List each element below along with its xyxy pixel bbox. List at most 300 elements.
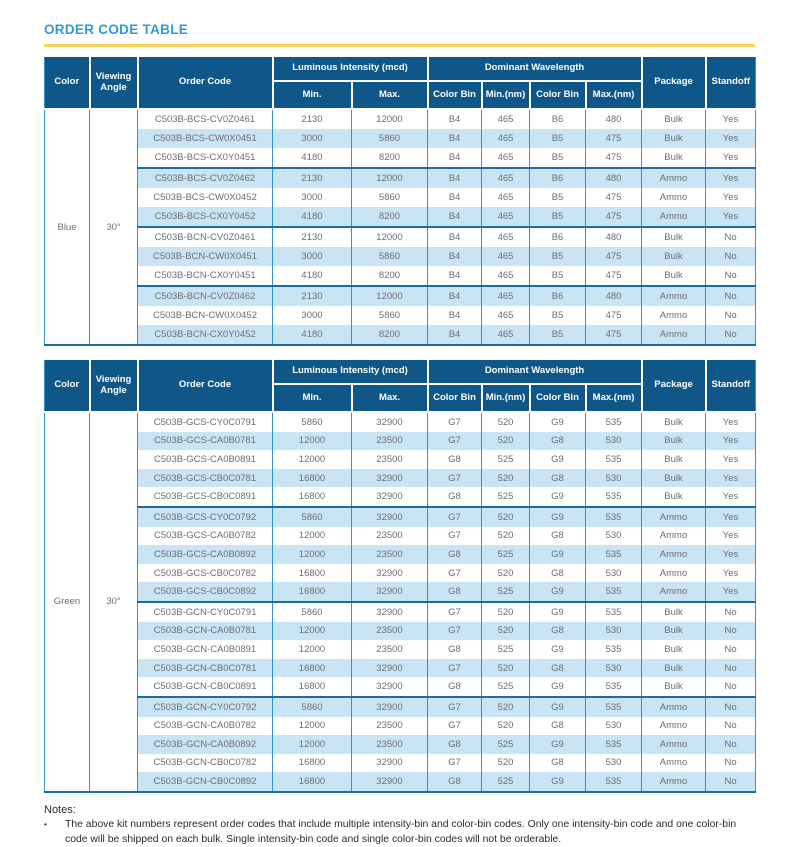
lumin-min-cell: 5860 [273, 507, 352, 527]
max-nm-cell: 530 [586, 659, 642, 678]
order-code-cell: C503B-BCN-CW0X0451 [138, 247, 273, 266]
table-row [45, 188, 756, 207]
min-nm-cell: 525 [482, 772, 530, 792]
standoff-cell: Yes [706, 582, 756, 602]
max-nm-cell: 475 [586, 129, 642, 148]
order-code-cell: C503B-GCN-CA0B0892 [138, 735, 273, 754]
standoff-cell: No [706, 266, 756, 286]
table-row [45, 659, 756, 678]
order-code-cell: C503B-BCS-CW0X0452 [138, 188, 273, 207]
color-bin-min-cell: B4 [428, 109, 482, 129]
max-nm-cell: 480 [586, 286, 642, 306]
lumin-min-cell: 4180 [273, 148, 352, 168]
table-row [45, 564, 756, 583]
color-bin-max-cell: B5 [530, 148, 586, 168]
table-row [45, 754, 756, 773]
lumin-min-cell: 4180 [273, 266, 352, 286]
color-group-cell: Green [45, 412, 90, 792]
min-nm-cell: 520 [482, 469, 530, 488]
lumin-min-cell: 3000 [273, 129, 352, 148]
col-header-color-bin-min: Color Bin [428, 81, 482, 109]
col-header-max: Max. [352, 384, 428, 412]
col-header-min: Min. [273, 81, 352, 109]
color-bin-max-cell: G8 [530, 469, 586, 488]
color-bin-max-cell: G9 [530, 545, 586, 564]
standoff-cell: Yes [706, 188, 756, 207]
lumin-min-cell: 12000 [273, 735, 352, 754]
max-nm-cell: 475 [586, 306, 642, 325]
order-code-cell: C503B-GCN-CY0C0791 [138, 602, 273, 622]
standoff-cell: No [706, 640, 756, 659]
standoff-cell: No [706, 247, 756, 266]
standoff-cell: Yes [706, 564, 756, 583]
lumin-max-cell: 12000 [352, 168, 428, 188]
lumin-max-cell: 32900 [352, 754, 428, 773]
standoff-cell: Yes [706, 109, 756, 129]
color-bin-max-cell: B5 [530, 325, 586, 345]
lumin-min-cell: 5860 [273, 602, 352, 622]
max-nm-cell: 535 [586, 640, 642, 659]
standoff-cell: No [706, 602, 756, 622]
color-bin-max-cell: G8 [530, 754, 586, 773]
color-bin-max-cell: B5 [530, 129, 586, 148]
color-bin-max-cell: G9 [530, 412, 586, 432]
lumin-max-cell: 32900 [352, 772, 428, 792]
max-nm-cell: 535 [586, 677, 642, 697]
lumin-max-cell: 32900 [352, 602, 428, 622]
col-header-color-bin-min: Color Bin [428, 384, 482, 412]
order-code-cell: C503B-GCS-CA0B0782 [138, 527, 273, 546]
table-row [45, 286, 756, 306]
max-nm-cell: 530 [586, 564, 642, 583]
table-row [45, 507, 756, 527]
color-bin-max-cell: G9 [530, 735, 586, 754]
standoff-cell: No [706, 754, 756, 773]
standoff-cell: No [706, 325, 756, 345]
lumin-max-cell: 5860 [352, 306, 428, 325]
lumin-min-cell: 2130 [273, 227, 352, 247]
standoff-cell: No [706, 227, 756, 247]
lumin-max-cell: 12000 [352, 109, 428, 129]
table-row [45, 168, 756, 188]
col-header-viewing-angle: Viewing Angle [90, 360, 138, 412]
color-bin-max-cell: G8 [530, 717, 586, 736]
package-cell: Ammo [642, 168, 706, 188]
col-header-luminous-intensity: Luminous Intensity (mcd) [273, 57, 428, 81]
order-code-cell: C503B-BCN-CX0Y0451 [138, 266, 273, 286]
standoff-cell: Yes [706, 545, 756, 564]
lumin-max-cell: 23500 [352, 717, 428, 736]
color-bin-max-cell: G9 [530, 772, 586, 792]
color-bin-min-cell: B4 [428, 286, 482, 306]
color-bin-min-cell: G8 [428, 487, 482, 507]
color-bin-min-cell: G7 [428, 602, 482, 622]
min-nm-cell: 525 [482, 735, 530, 754]
order-code-cell: C503B-BCS-CX0Y0451 [138, 148, 273, 168]
table-row [45, 487, 756, 507]
min-nm-cell: 465 [482, 207, 530, 227]
col-header-color-bin-max: Color Bin [530, 384, 586, 412]
lumin-min-cell: 12000 [273, 622, 352, 641]
package-cell: Ammo [642, 325, 706, 345]
min-nm-cell: 520 [482, 564, 530, 583]
table-row [45, 412, 756, 432]
color-bin-max-cell: B6 [530, 286, 586, 306]
package-cell: Bulk [642, 109, 706, 129]
max-nm-cell: 535 [586, 450, 642, 469]
min-nm-cell: 520 [482, 659, 530, 678]
col-header-color: Color [45, 57, 90, 109]
package-cell: Bulk [642, 412, 706, 432]
standoff-cell: No [706, 677, 756, 697]
order-code-cell: C503B-GCN-CA0B0781 [138, 622, 273, 641]
package-cell: Ammo [642, 735, 706, 754]
notes-section [44, 804, 755, 847]
lumin-min-cell: 16800 [273, 754, 352, 773]
order-code-cell: C503B-GCN-CB0C0781 [138, 659, 273, 678]
min-nm-cell: 525 [482, 582, 530, 602]
col-header-min: Min. [273, 384, 352, 412]
standoff-cell: No [706, 735, 756, 754]
color-bin-max-cell: B5 [530, 207, 586, 227]
min-nm-cell: 525 [482, 487, 530, 507]
color-bin-min-cell: G7 [428, 754, 482, 773]
col-header-viewing-angle: Viewing Angle [90, 57, 138, 109]
package-cell: Bulk [642, 602, 706, 622]
col-header-max: Max. [352, 81, 428, 109]
col-header-min-nm: Min.(nm) [482, 384, 530, 412]
min-nm-cell: 465 [482, 325, 530, 345]
table-row [45, 148, 756, 168]
max-nm-cell: 475 [586, 266, 642, 286]
max-nm-cell: 535 [586, 582, 642, 602]
standoff-cell: No [706, 697, 756, 717]
viewing-angle-cell: 30° [90, 109, 138, 345]
package-cell: Ammo [642, 772, 706, 792]
table-header [45, 360, 756, 412]
max-nm-cell: 480 [586, 109, 642, 129]
col-header-package: Package [642, 57, 706, 109]
package-cell: Bulk [642, 129, 706, 148]
bullet-icon: • [44, 819, 47, 829]
table-row [45, 545, 756, 564]
color-bin-min-cell: B4 [428, 129, 482, 148]
order-code-cell: C503B-GCS-CA0B0891 [138, 450, 273, 469]
lumin-min-cell: 16800 [273, 487, 352, 507]
title-underline [44, 44, 755, 47]
color-bin-min-cell: G7 [428, 564, 482, 583]
color-bin-min-cell: G7 [428, 412, 482, 432]
viewing-angle-cell: 30° [90, 412, 138, 792]
color-bin-min-cell: G8 [428, 640, 482, 659]
min-nm-cell: 520 [482, 717, 530, 736]
min-nm-cell: 465 [482, 247, 530, 266]
min-nm-cell: 525 [482, 640, 530, 659]
max-nm-cell: 530 [586, 754, 642, 773]
package-cell: Ammo [642, 188, 706, 207]
color-bin-min-cell: G8 [428, 772, 482, 792]
color-bin-max-cell: G9 [530, 640, 586, 659]
max-nm-cell: 535 [586, 735, 642, 754]
min-nm-cell: 525 [482, 545, 530, 564]
package-cell: Ammo [642, 306, 706, 325]
lumin-max-cell: 12000 [352, 227, 428, 247]
min-nm-cell: 465 [482, 266, 530, 286]
table-row [45, 735, 756, 754]
color-bin-max-cell: G9 [530, 582, 586, 602]
table-body [45, 412, 756, 792]
color-bin-min-cell: G7 [428, 659, 482, 678]
lumin-max-cell: 32900 [352, 659, 428, 678]
lumin-min-cell: 16800 [273, 582, 352, 602]
package-cell: Bulk [642, 677, 706, 697]
standoff-cell: No [706, 622, 756, 641]
min-nm-cell: 520 [482, 412, 530, 432]
order-code-cell: C503B-GCN-CY0C0792 [138, 697, 273, 717]
package-cell: Bulk [642, 432, 706, 451]
standoff-cell: No [706, 659, 756, 678]
standoff-cell: Yes [706, 129, 756, 148]
package-cell: Ammo [642, 286, 706, 306]
table-row [45, 207, 756, 227]
color-bin-min-cell: G7 [428, 717, 482, 736]
lumin-min-cell: 12000 [273, 450, 352, 469]
table-row [45, 527, 756, 546]
table-body [45, 109, 756, 345]
color-bin-max-cell: B6 [530, 109, 586, 129]
lumin-min-cell: 16800 [273, 659, 352, 678]
package-cell: Ammo [642, 527, 706, 546]
package-cell: Ammo [642, 545, 706, 564]
color-bin-min-cell: G7 [428, 432, 482, 451]
table-row [45, 227, 756, 247]
table-row [45, 602, 756, 622]
color-bin-max-cell: G9 [530, 697, 586, 717]
order-code-cell: C503B-BCS-CX0Y0452 [138, 207, 273, 227]
table-row [45, 677, 756, 697]
package-cell: Bulk [642, 247, 706, 266]
lumin-max-cell: 23500 [352, 432, 428, 451]
color-bin-min-cell: G7 [428, 527, 482, 546]
lumin-max-cell: 32900 [352, 469, 428, 488]
lumin-min-cell: 2130 [273, 109, 352, 129]
lumin-max-cell: 23500 [352, 640, 428, 659]
order-code-cell: C503B-GCS-CB0C0891 [138, 487, 273, 507]
min-nm-cell: 465 [482, 188, 530, 207]
lumin-max-cell: 23500 [352, 735, 428, 754]
table-row [45, 469, 756, 488]
lumin-max-cell: 32900 [352, 582, 428, 602]
col-header-max-nm: Max.(nm) [586, 384, 642, 412]
max-nm-cell: 535 [586, 507, 642, 527]
color-bin-max-cell: G9 [530, 487, 586, 507]
color-bin-max-cell: B6 [530, 227, 586, 247]
lumin-max-cell: 32900 [352, 677, 428, 697]
col-header-order-code: Order Code [138, 57, 273, 109]
lumin-max-cell: 23500 [352, 450, 428, 469]
color-bin-min-cell: G7 [428, 622, 482, 641]
lumin-min-cell: 12000 [273, 717, 352, 736]
package-cell: Bulk [642, 659, 706, 678]
standoff-cell: Yes [706, 507, 756, 527]
lumin-max-cell: 32900 [352, 697, 428, 717]
order-code-cell: C503B-GCS-CY0C0791 [138, 412, 273, 432]
color-bin-min-cell: G7 [428, 507, 482, 527]
min-nm-cell: 465 [482, 306, 530, 325]
col-header-luminous-intensity: Luminous Intensity (mcd) [273, 360, 428, 384]
min-nm-cell: 520 [482, 697, 530, 717]
table-row [45, 266, 756, 286]
note-text: The above kit numbers represent order codes that include multiple intensity-bin and color-bin codes. Only one intensity-bin code and one color-bin code will be shipped on each bulk. Single intensity-bin code and single color-bin codes will not be orderable. [65, 818, 737, 845]
table-row [45, 582, 756, 602]
standoff-cell: Yes [706, 148, 756, 168]
lumin-max-cell: 23500 [352, 622, 428, 641]
table-row [45, 129, 756, 148]
lumin-max-cell: 8200 [352, 148, 428, 168]
min-nm-cell: 525 [482, 450, 530, 469]
max-nm-cell: 475 [586, 148, 642, 168]
lumin-min-cell: 16800 [273, 677, 352, 697]
order-code-cell: C503B-BCN-CV0Z0462 [138, 286, 273, 306]
lumin-min-cell: 12000 [273, 545, 352, 564]
color-bin-min-cell: B4 [428, 188, 482, 207]
lumin-min-cell: 3000 [273, 188, 352, 207]
max-nm-cell: 530 [586, 432, 642, 451]
color-bin-max-cell: G9 [530, 602, 586, 622]
lumin-min-cell: 3000 [273, 247, 352, 266]
min-nm-cell: 520 [482, 527, 530, 546]
package-cell: Ammo [642, 207, 706, 227]
table-row [45, 622, 756, 641]
order-code-cell: C503B-BCN-CV0Z0461 [138, 227, 273, 247]
lumin-max-cell: 23500 [352, 545, 428, 564]
max-nm-cell: 535 [586, 545, 642, 564]
color-bin-min-cell: B4 [428, 325, 482, 345]
min-nm-cell: 465 [482, 109, 530, 129]
max-nm-cell: 535 [586, 602, 642, 622]
package-cell: Bulk [642, 266, 706, 286]
max-nm-cell: 535 [586, 772, 642, 792]
color-bin-min-cell: B4 [428, 148, 482, 168]
package-cell: Ammo [642, 507, 706, 527]
lumin-min-cell: 2130 [273, 168, 352, 188]
table-row [45, 697, 756, 717]
min-nm-cell: 520 [482, 432, 530, 451]
color-bin-min-cell: G7 [428, 697, 482, 717]
color-bin-max-cell: B5 [530, 266, 586, 286]
standoff-cell: No [706, 286, 756, 306]
table-row [45, 109, 756, 129]
order-code-cell: C503B-BCN-CW0X0452 [138, 306, 273, 325]
max-nm-cell: 535 [586, 412, 642, 432]
max-nm-cell: 475 [586, 325, 642, 345]
color-bin-min-cell: G8 [428, 735, 482, 754]
order-code-cell: C503B-BCS-CV0Z0461 [138, 109, 273, 129]
min-nm-cell: 525 [482, 677, 530, 697]
lumin-min-cell: 3000 [273, 306, 352, 325]
color-bin-min-cell: B4 [428, 306, 482, 325]
color-bin-min-cell: G8 [428, 450, 482, 469]
package-cell: Bulk [642, 469, 706, 488]
package-cell: Bulk [642, 227, 706, 247]
order-code-cell: C503B-GCN-CA0B0782 [138, 717, 273, 736]
color-bin-min-cell: B4 [428, 168, 482, 188]
color-bin-max-cell: B5 [530, 306, 586, 325]
lumin-max-cell: 12000 [352, 286, 428, 306]
order-code-cell: C503B-GCN-CB0C0782 [138, 754, 273, 773]
lumin-max-cell: 32900 [352, 564, 428, 583]
col-header-dominant-wavelength: Dominant Wavelength [428, 57, 642, 81]
package-cell: Bulk [642, 622, 706, 641]
package-cell: Ammo [642, 564, 706, 583]
order-code-cell: C503B-GCS-CB0C0781 [138, 469, 273, 488]
order-code-cell: C503B-GCS-CB0C0782 [138, 564, 273, 583]
max-nm-cell: 530 [586, 717, 642, 736]
lumin-min-cell: 12000 [273, 640, 352, 659]
color-bin-max-cell: G9 [530, 450, 586, 469]
min-nm-cell: 520 [482, 602, 530, 622]
standoff-cell: Yes [706, 432, 756, 451]
min-nm-cell: 465 [482, 227, 530, 247]
max-nm-cell: 475 [586, 247, 642, 266]
standoff-cell: Yes [706, 487, 756, 507]
lumin-min-cell: 2130 [273, 286, 352, 306]
color-bin-max-cell: B5 [530, 247, 586, 266]
standoff-cell: No [706, 772, 756, 792]
package-cell: Bulk [642, 640, 706, 659]
order-code-table-green [44, 360, 756, 793]
col-header-dominant-wavelength: Dominant Wavelength [428, 360, 642, 384]
max-nm-cell: 535 [586, 697, 642, 717]
lumin-min-cell: 16800 [273, 469, 352, 488]
lumin-max-cell: 5860 [352, 247, 428, 266]
order-code-cell: C503B-BCS-CW0X0451 [138, 129, 273, 148]
lumin-min-cell: 5860 [273, 697, 352, 717]
max-nm-cell: 530 [586, 527, 642, 546]
lumin-min-cell: 5860 [273, 412, 352, 432]
color-bin-max-cell: G8 [530, 527, 586, 546]
color-bin-min-cell: B4 [428, 247, 482, 266]
max-nm-cell: 530 [586, 622, 642, 641]
notes-heading: Notes: [44, 803, 76, 816]
color-bin-min-cell: G8 [428, 677, 482, 697]
max-nm-cell: 530 [586, 469, 642, 488]
table-row [45, 640, 756, 659]
lumin-max-cell: 5860 [352, 188, 428, 207]
order-code-cell: C503B-GCS-CA0B0781 [138, 432, 273, 451]
order-code-table-blue [44, 57, 756, 346]
lumin-max-cell: 8200 [352, 266, 428, 286]
color-bin-max-cell: G8 [530, 432, 586, 451]
table-header [45, 57, 756, 109]
min-nm-cell: 520 [482, 622, 530, 641]
package-cell: Bulk [642, 148, 706, 168]
col-header-order-code: Order Code [138, 360, 273, 412]
order-code-cell: C503B-BCS-CV0Z0462 [138, 168, 273, 188]
color-bin-min-cell: G8 [428, 545, 482, 564]
order-code-cell: C503B-GCS-CA0B0892 [138, 545, 273, 564]
table-row [45, 450, 756, 469]
order-code-cell: C503B-GCN-CA0B0891 [138, 640, 273, 659]
max-nm-cell: 475 [586, 188, 642, 207]
lumin-min-cell: 12000 [273, 432, 352, 451]
note-item [44, 818, 755, 847]
standoff-cell: Yes [706, 527, 756, 546]
color-group-cell: Blue [45, 109, 90, 345]
standoff-cell: No [706, 717, 756, 736]
table-row [45, 247, 756, 266]
table-row [45, 772, 756, 792]
